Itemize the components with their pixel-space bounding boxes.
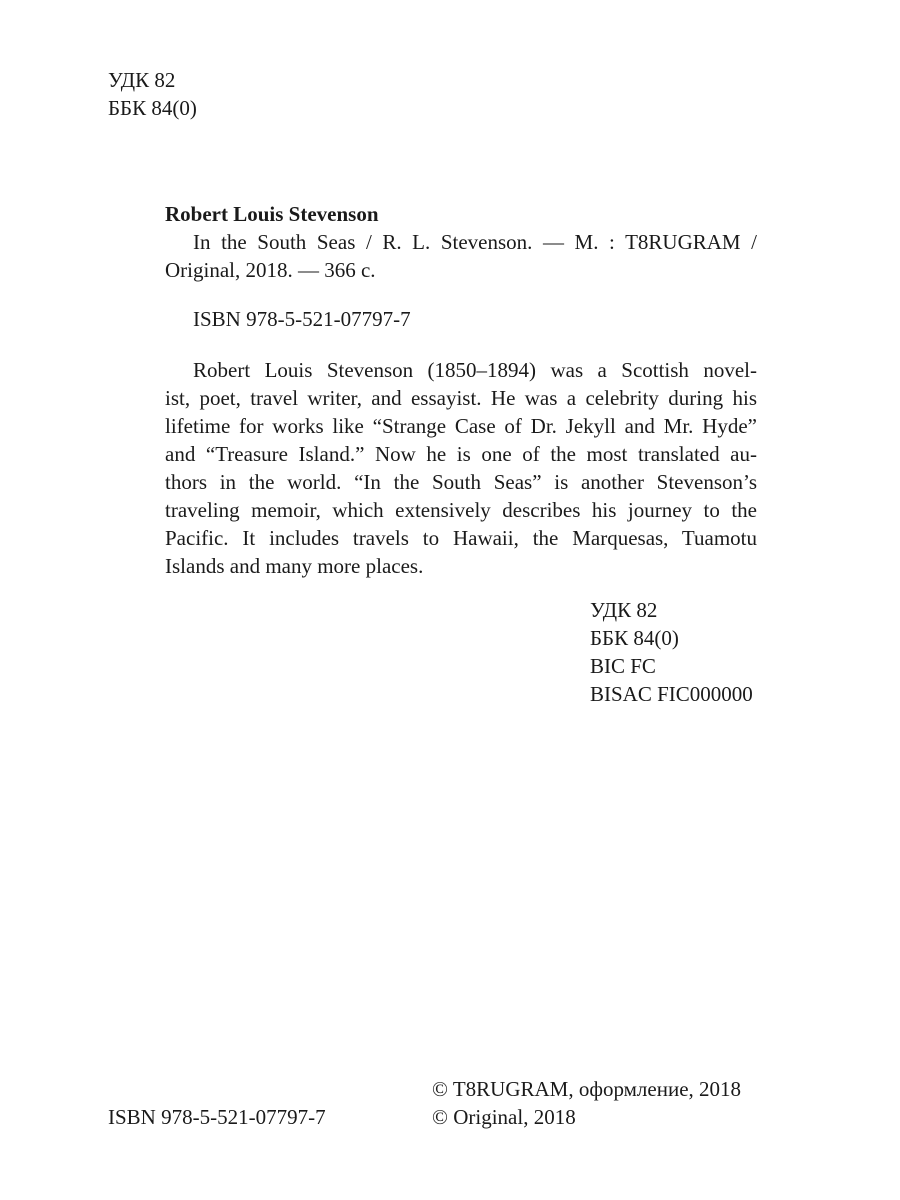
author-name: Robert Louis Stevenson: [165, 202, 379, 226]
annotation-line: ist, poet, travel writer, and essayist. He was a celebrity during his: [165, 386, 757, 410]
annotation: [165, 356, 757, 580]
annotation-line: Pacific. It includes travels to Hawaii, the Marquesas, Tuamotu: [165, 526, 757, 550]
copyright-original: © Original, 2018: [432, 1105, 576, 1129]
description-line: Original, 2018. — 366 c.: [165, 258, 376, 282]
right-bic: BIC FC: [590, 654, 656, 678]
annotation-line: and “Treasure Island.” Now he is one of the most translated au-: [165, 442, 757, 466]
annotation-line: traveling memoir, which extensively describes his journey to the: [165, 498, 757, 522]
annotation-line: thors in the world. “In the South Seas” is another Stevenson’s: [165, 470, 757, 494]
annotation-line: lifetime for works like “Strange Case of Dr. Jekyll and Mr. Hyde”: [165, 414, 757, 438]
top-udk: УДК 82: [108, 68, 176, 92]
annotation-line: Islands and many more places.: [165, 554, 424, 578]
right-bbk: ББК 84(0): [590, 626, 679, 650]
record-isbn: ISBN 978-5-521-07797-7: [193, 307, 411, 331]
copyright-design: © T8RUGRAM, оформление, 2018: [432, 1077, 742, 1101]
description-line: In the South Seas / R. L. Stevenson. — M. : T8RUGRAM /: [193, 230, 757, 254]
bibliographic-description: [165, 228, 757, 284]
annotation-line: Robert Louis Stevenson (1850–1894) was a Scottish novel-: [193, 358, 757, 382]
top-bbk: ББК 84(0): [108, 96, 197, 120]
right-bisac: BISAC FIC000000: [590, 682, 753, 706]
footer-isbn: ISBN 978-5-521-07797-7: [108, 1105, 326, 1129]
right-udk: УДК 82: [590, 598, 658, 622]
